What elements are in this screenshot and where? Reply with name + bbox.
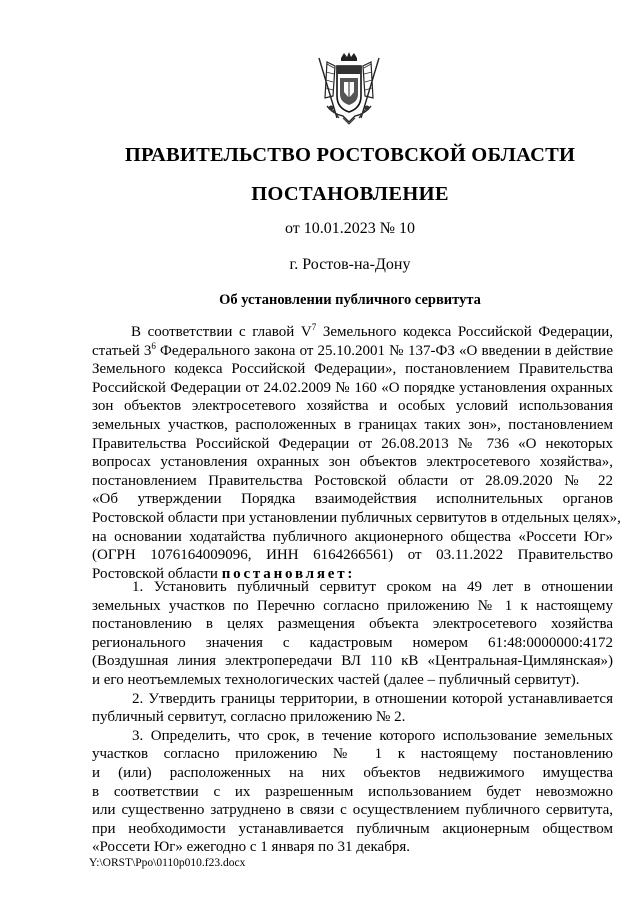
- item-1-line: постановлению в целях размещения объекта электросетевого хозяйства: [92, 616, 613, 633]
- text-line: (ОГРН 1076164009096, ИНН 6164266561) от 03.11.2022 Правительство: [92, 547, 613, 564]
- text-line: «Об утверждении Порядка взаимодействия исполнительных органов: [92, 491, 613, 508]
- item-3-line: или существенно затруднено в связи с осуществлением публичного сервитута,: [92, 802, 613, 819]
- text-line: Ростовской области постановляет:: [92, 565, 353, 582]
- item-3-line: «Россети Юг» ежегодно с 1 января по 31 декабря.: [92, 839, 410, 856]
- text-line: статьей $3^6$ Федерального закона от 25.10.2001 № 137-ФЗ «О введении в действие: [92, 340, 613, 359]
- item-3-line: и (или) расположенных на них объектов недвижимого имущества: [92, 764, 613, 781]
- item-3-line: в соответствии с их разрешенным использованием будет невозможно: [92, 783, 613, 800]
- item-2-line: публичный сервитут, согласно приложению № 2.: [92, 709, 406, 726]
- text-line: вопросах установления охранных зон объектов электросетевого хозяйства»,: [92, 454, 613, 471]
- document-type: ПОСТАНОВЛЕНИЕ: [251, 183, 449, 205]
- city: г. Ростов-на-Дону: [289, 256, 411, 273]
- item-3-line: участков согласно приложению № 1 к настоящему постановлению: [92, 746, 613, 763]
- item-2-line: 2. Утвердить границы территории, в отношении которой устанавливается: [132, 690, 613, 707]
- text-line: зон объектов электросетевого хозяйства и особых условий использования: [92, 398, 613, 415]
- resolution-items: [92, 578, 613, 857]
- date-and-number: от 10.01.2023 № 10: [284, 220, 416, 237]
- coat-of-arms-icon: [313, 52, 385, 126]
- resolves-keyword: постановляет: [221, 565, 348, 582]
- text-line: земельных участков, расположенных в границах таких зон», постановлением: [92, 416, 613, 433]
- document-subject: Об установлении публичного сервитута: [219, 292, 481, 308]
- preamble-paragraph: [92, 322, 621, 583]
- file-path-footer: Y:\ORST\Ppo\0110p010.f23.docx: [89, 857, 246, 869]
- item-1-line: 1. Установить публичный сервитут сроком на 49 лет в отношении: [132, 579, 613, 595]
- item-1-line: регионального значения с кадастровым номером 61:48:0000000:4172: [92, 634, 613, 651]
- item-3-line: при необходимости устанавливается публичным акционерным обществом: [92, 820, 613, 837]
- text-line: Земельного кодекса Российской Федерации», постановлением Правительства: [92, 361, 613, 378]
- item-3-line: 3. Определить, что срок, в течение которого использование земельных: [132, 727, 613, 744]
- text-line: Правительства Российской Федерации от 26.08.2013 № 736 «О некоторых: [92, 435, 613, 452]
- text-line: постановлением Правительства Ростовской области от 28.09.2020 № 22: [92, 472, 613, 489]
- item-1-line: земельных участков по Перечню согласно приложению № 1 к настоящему: [92, 597, 613, 614]
- text-line: Ростовской области при установлении публичных сервитутов в отдельных целях»,: [92, 509, 621, 526]
- item-1-line: и его неотъемлемых технологических частей (далее – публичный сервитут).: [92, 671, 580, 688]
- text-line: на основании ходатайства публичного акционерного общества «Россети Юг»: [92, 528, 613, 545]
- text-line: Российской Федерации от 24.02.2009 № 160 «О порядке установления охранных: [92, 379, 613, 396]
- text-line: В соответствии с главой $V^7$ Земельного кодекса Российской Федерации,: [131, 322, 613, 340]
- government-title: ПРАВИТЕЛЬСТВО РОСТОВСКОЙ ОБЛАСТИ: [124, 144, 576, 166]
- item-1-line: (Воздушная линия электропередачи ВЛ 110 кВ «Центральная-Цимлянская»): [92, 653, 613, 670]
